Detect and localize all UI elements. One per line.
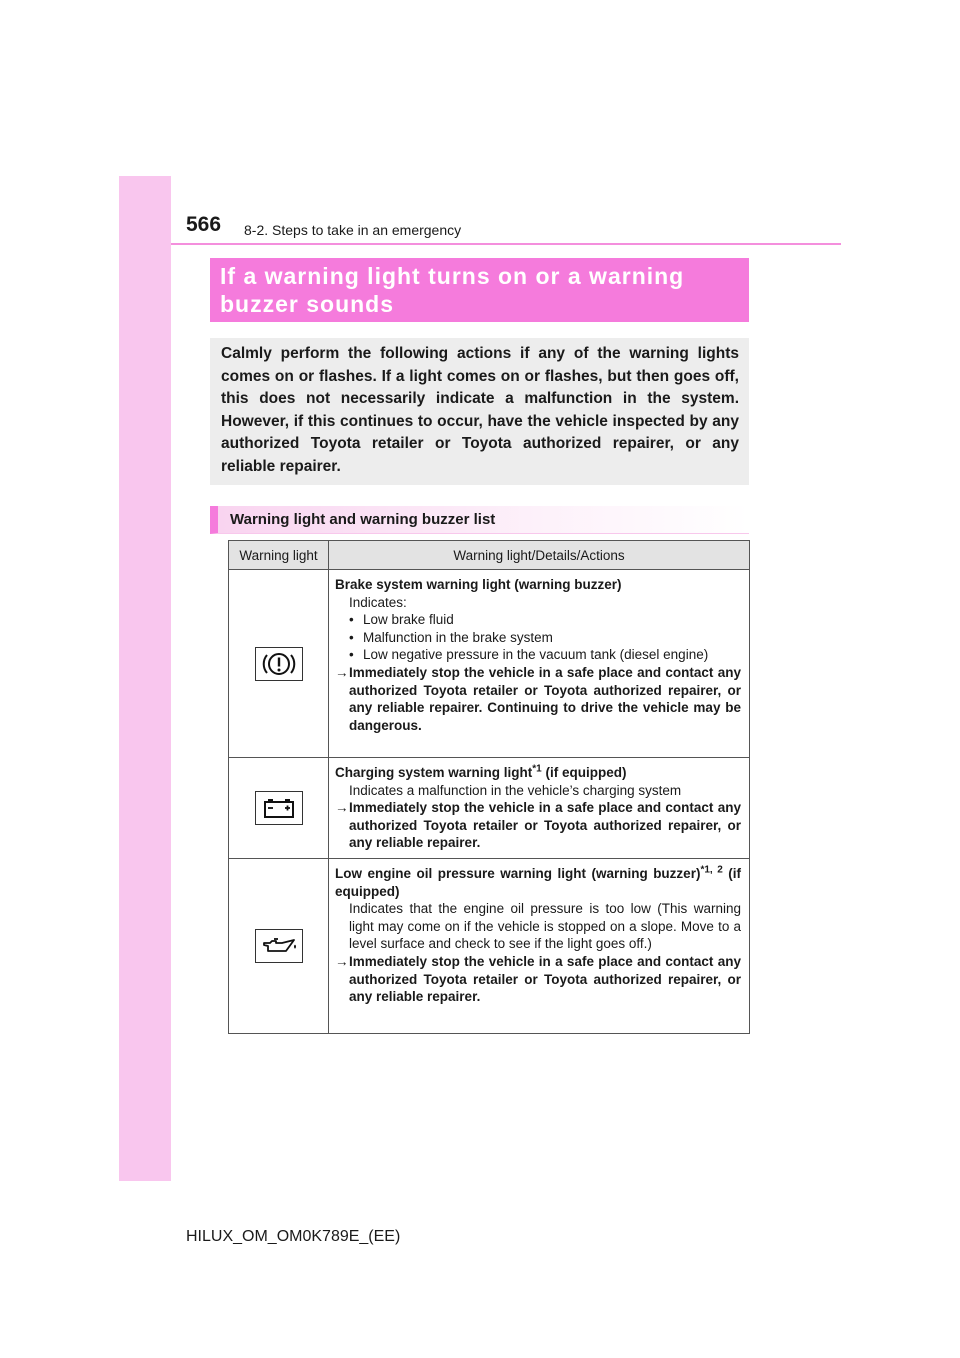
arrow-icon: → [335, 953, 349, 969]
light-name: Brake system warning light (warning buzzer) [335, 577, 622, 592]
page-number: 566 [186, 213, 222, 236]
table-row [229, 858, 750, 1033]
details-cell [329, 570, 750, 758]
section-reference: 8-2. Steps to take in an emergency [244, 222, 462, 238]
arrow-icon: → [335, 800, 349, 816]
list-item: • Low brake fluid [349, 612, 454, 628]
section-subheading [210, 506, 749, 534]
footnote-mark: *1, 2 [700, 864, 723, 876]
table-row [229, 758, 750, 859]
arrow-icon: → [335, 664, 349, 680]
brake-warning-icon [255, 647, 303, 681]
warning-light-table [228, 540, 750, 1034]
action-text: → Immediately stop the vehicle in a safe place and contact any authorized Toyota retailer or Toyota authorized repairer, or any reliable repairer. [335, 800, 741, 851]
page-title: If a warning light turns on or a warning buzzer sounds [210, 258, 749, 322]
details-cell [329, 858, 750, 1033]
details-cell [329, 758, 750, 859]
table-header-row [229, 541, 750, 570]
action-text: → Immediately stop the vehicle in a safe place and contact any authorized Toyota retailer or Toyota authorized repairer, or any reliable repairer. [335, 953, 741, 1005]
oil-can-icon [255, 929, 303, 963]
document-code: HILUX_OM_OM0K789E_(EE) [186, 1228, 401, 1245]
header-divider [171, 243, 841, 245]
column-header-details: Warning light/Details/Actions [329, 541, 750, 570]
detail-text: Indicates a malfunction in the vehicle’s charging system [349, 782, 682, 798]
intro-paragraph: Calmly perform the following actions if any of the warning lights comes on or flashes. If a light comes on or flashes, but then goes off, this does not necessarily indicate a malfunction in the system. However, if this continues to occur, have the vehicle inspected by any authorized Toyota retailer or Toyota authorized repairer, or any reliable repairer. [210, 338, 749, 485]
table-row [229, 570, 750, 758]
list-item: • Malfunction in the brake system [349, 629, 553, 645]
side-color-band [119, 176, 171, 1181]
icon-cell [229, 858, 329, 1033]
icon-cell [229, 758, 329, 859]
footnote-mark: *1 [532, 763, 542, 775]
light-name: Low engine oil pressure warning light (warning buzzer)$^{*1, 2}$ (if equipped) [335, 864, 741, 899]
icon-cell [229, 570, 329, 758]
list-item: • Low negative pressure in the vacuum tank (diesel engine) [349, 647, 709, 663]
detail-text: Indicates that the engine oil pressure is too low (This warning light may come on if the vehicle is stopped on a slope. Move to a level surface and check to see if the light goes off.) [349, 901, 741, 952]
light-name: Charging system warning light$^{*1}$ (if equipped) [335, 763, 627, 780]
column-header-light: Warning light [229, 541, 329, 570]
action-text: → Immediately stop the vehicle in a safe place and contact any authorized Toyota retailer or Toyota authorized repairer, or any reliable repairer. Continuing to drive the vehicle may be dangerous. [335, 664, 741, 733]
battery-icon [255, 791, 303, 825]
subheading-text: Warning light and warning buzzer list [230, 511, 496, 528]
indicates-label: Indicates: [349, 594, 407, 610]
